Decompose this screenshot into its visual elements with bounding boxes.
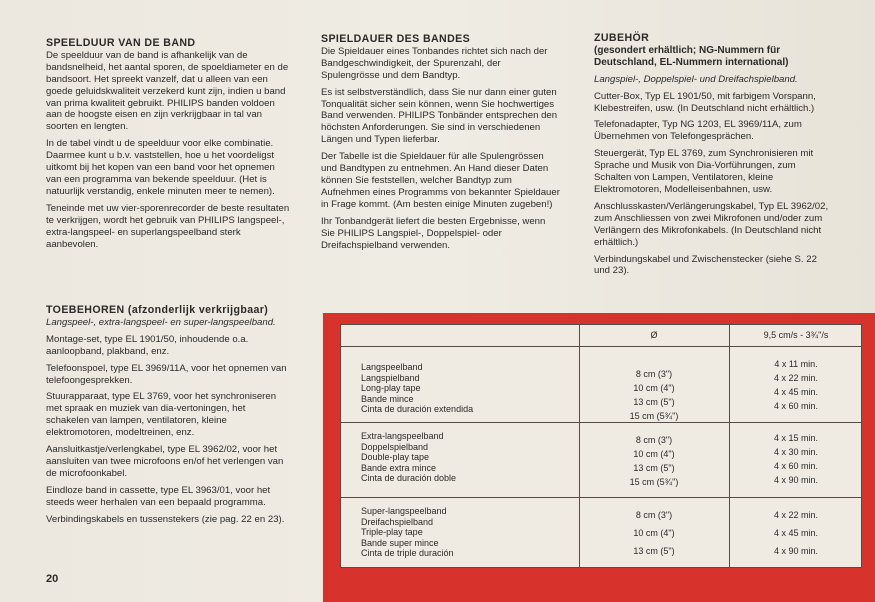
reel-size: 13 cm (5") bbox=[633, 463, 675, 473]
accessory-item: Anschlusskasten/Verlängerungskabel, Typ EL 3962/02, zum Anschliessen von zwei Mikrofonen und/oder zum Verlängern des Mikrofonkabels. (In Deutschland nicht erhältlich.) bbox=[594, 200, 829, 248]
reel-size: 10 cm (4") bbox=[633, 449, 675, 459]
tape-type-name: Doppelspielband bbox=[361, 441, 429, 452]
paragraph: In de tabel vindt u de speelduur voor elke combinatie. Daarmee kunt u b.v. vaststellen, hoe u het voordeligst uitkomt bij het kopen van een band voor het opnemen van een programma van bekende speelduur. (Het is natuurlijk verstandig, enkele minuten meer te nemen). bbox=[46, 138, 275, 197]
accessory-item: Steuergerät, Typ EL 3769, zum Synchronisieren mit Sprache und Musik von Dia-Vorführungen, zum Schalten von Lampen, Ventilatoren, kleine Elektromotoren, Modelleisenbahnen, usw. bbox=[594, 148, 814, 195]
tape-type-name: Bande super mince bbox=[361, 537, 439, 548]
tape-type-name: Cinta de duración doble bbox=[361, 473, 457, 483]
play-time: 4 x 15 min. bbox=[773, 433, 819, 443]
tape-type-name: Long-play tape bbox=[361, 383, 421, 393]
reel-sizes bbox=[599, 367, 709, 423]
play-time: 4 x 60 min. bbox=[773, 461, 819, 471]
paragraph: Der Tabelle ist die Spieldauer für alle Spulengrössen und Bandtypen zu entnehmen. An Hand dieser Daten können Sie feststellen, welcher Bandtyp zum Aufnehmen eines Programms von bekannter Spieldauer in Frage kommt. (Am besten einige Minuten zugeben!) bbox=[321, 151, 560, 210]
reel-size: 8 cm (3") bbox=[635, 435, 673, 445]
play-time: 4 x 22 min. bbox=[773, 510, 819, 520]
tape-type-name: Bande mince bbox=[361, 393, 414, 404]
section-heading: ZUBEHÖR bbox=[594, 32, 650, 44]
table-row-group bbox=[341, 423, 861, 498]
play-time: 4 x 45 min. bbox=[773, 528, 819, 538]
section-heading: SPEELDUUR VAN DE BAND bbox=[46, 37, 196, 49]
accessory-item: Eindloze band in cassette, type EL 3963/01, voor het steeds weer herhalen van een bepaald programma. bbox=[46, 484, 271, 508]
tape-type-name: Langspeelband bbox=[361, 362, 423, 372]
tape-type-names bbox=[361, 362, 473, 415]
reel-sizes bbox=[599, 506, 709, 560]
play-time: 4 x 30 min. bbox=[773, 447, 819, 457]
table-header bbox=[341, 325, 861, 347]
play-times bbox=[731, 506, 861, 560]
play-time: 4 x 45 min. bbox=[773, 387, 819, 397]
play-time: 4 x 11 min. bbox=[774, 359, 818, 369]
accessory-item: Cutter-Box, Typ EL 1901/50, mit farbigem Vorspann, Klebestreifen, usw. (In Deutschland nicht erhältlich.) bbox=[594, 90, 816, 114]
tape-type-names bbox=[361, 431, 456, 484]
accessory-item: Stuurapparaat, type EL 3769, voor het synchroniseren met spraak en muziek van dia-vertoningen, het schakelen van lampen, ventilatoren, kleine elektromotoren, modeltreinen, enz. bbox=[46, 391, 277, 439]
accessory-item: Langspeel-, extra-langspeel- en super-langspeelband. bbox=[46, 316, 276, 328]
page-number: 20 bbox=[46, 573, 59, 585]
reel-size: 10 cm (4") bbox=[633, 383, 675, 393]
paragraph: De speelduur van de band is afhankelijk van de bandsnelheid, het aantal sporen, de spoeldiameter en de bandsoort. Het spreekt vanzelf, dat u alleen van een goede geluidskwaliteit verzekerd kunt zijn, indien u band van prima kwaliteit gebruikt. PHILIPS banden voldoen aan de hoogste eisen en zijn verkrijgbaar in tal van soorten en lengten. bbox=[46, 49, 289, 133]
play-time: 4 x 90 min. bbox=[773, 546, 819, 556]
paragraph: Es ist selbstverständlich, dass Sie nur dann einer guten Tonqualität sicher sein können, wenn Sie hochwertiges Band verwenden. PHILIPS Tonbänder entsprechen den höchsten Anforderungen. Sie sind in verschiedenen Längen und Typen lieferbar. bbox=[321, 86, 558, 146]
section-heading: TOEBEHOREN (afzonderlijk verkrijgbaar) bbox=[46, 304, 269, 316]
diameter-header: Ø bbox=[650, 330, 658, 340]
accessory-item: Montage-set, type EL 1901/50, inhoudende o.a. aanloopband, plakband, enz. bbox=[46, 333, 249, 357]
german-spieldauer-section bbox=[321, 34, 561, 256]
tape-type-name: Extra-langspeelband bbox=[361, 431, 444, 441]
tape-type-name: Super-langspeelband bbox=[361, 506, 447, 516]
play-time: 4 x 90 min. bbox=[773, 475, 819, 485]
german-zubehoer-section bbox=[594, 33, 832, 282]
table-row-group bbox=[341, 347, 861, 423]
accessory-item: Langspiel-, Doppelspiel- und Dreifachspielband. bbox=[594, 73, 798, 85]
reel-size: 8 cm (3") bbox=[635, 369, 673, 379]
section-subheading: (gesondert erhältlich; NG-Nummern für Deutschland, EL-Nummern international) bbox=[594, 44, 789, 68]
tape-type-name: Langspielband bbox=[361, 372, 420, 383]
tape-type-names bbox=[361, 506, 454, 559]
tape-duration-table bbox=[340, 324, 862, 568]
reel-size: 15 cm (5¾") bbox=[629, 477, 679, 487]
reel-size: 8 cm (3") bbox=[635, 510, 673, 520]
tape-type-name: Triple-play tape bbox=[361, 527, 423, 537]
tape-type-name: Cinta de triple duración bbox=[361, 548, 454, 558]
paragraph: Die Spieldauer eines Tonbandes richtet sich nach der Bandgeschwindigkeit, der Spurenzahl, der Spulengrösse und dem Bandtyp. bbox=[321, 45, 548, 81]
accessory-item: Verbindingskabels en tussenstekers (zie pag. 22 en 23). bbox=[46, 513, 285, 525]
play-times bbox=[731, 431, 861, 487]
accessory-item: Telefoonspoel, type EL 3969/11A, voor het opnemen van telefoongesprekken. bbox=[46, 362, 287, 386]
reel-size: 15 cm (5¾") bbox=[629, 411, 679, 421]
tape-type-name: Double-play tape bbox=[361, 452, 430, 462]
reel-size: 10 cm (4") bbox=[633, 528, 675, 538]
paragraph: Ihr Tonbandgerät liefert die besten Ergebnisse, wenn Sie PHILIPS Langspiel-, Doppelspiel- oder Dreifachspielband verwenden. bbox=[321, 215, 546, 251]
play-time: 4 x 60 min. bbox=[773, 401, 819, 411]
reel-sizes bbox=[599, 433, 709, 489]
play-time: 4 x 22 min. bbox=[773, 373, 819, 383]
reel-size: 13 cm (5") bbox=[633, 397, 675, 407]
dutch-toebehoren-section bbox=[46, 305, 290, 531]
play-times bbox=[731, 357, 861, 413]
accessory-item: Telefonadapter, Typ NG 1203, EL 3969/11A, zum Übernehmen von Telefongesprächen. bbox=[594, 119, 802, 143]
dutch-speelduur-section bbox=[46, 38, 290, 255]
accessory-item: Verbindungskabel und Zwischenstecker (siehe S. 22 und 23). bbox=[594, 253, 817, 277]
reel-size: 13 cm (5") bbox=[633, 546, 675, 556]
accessory-item: Aansluitkastje/verlengkabel, type EL 3962/02, voor het aansluiten van twee microfoons en/of het verlengen van de microfoonkabel. bbox=[46, 444, 284, 479]
table-row-group bbox=[341, 498, 861, 567]
tape-type-name: Cinta de duración extendida bbox=[361, 404, 474, 414]
speed-header: 9,5 cm/s - 3¾"/s bbox=[763, 330, 829, 340]
tape-type-name: Dreifachspielband bbox=[361, 516, 434, 527]
tape-type-name: Bande extra mince bbox=[361, 462, 437, 473]
section-heading: SPIELDAUER DES BANDES bbox=[321, 33, 471, 45]
paragraph: Teneinde met uw vier-sporenrecorder de beste resultaten te verkrijgen, wordt het gebruik van PHILIPS langspeel-, extra-langspeel- en superlangspeelband sterk aanbevolen. bbox=[46, 202, 290, 250]
